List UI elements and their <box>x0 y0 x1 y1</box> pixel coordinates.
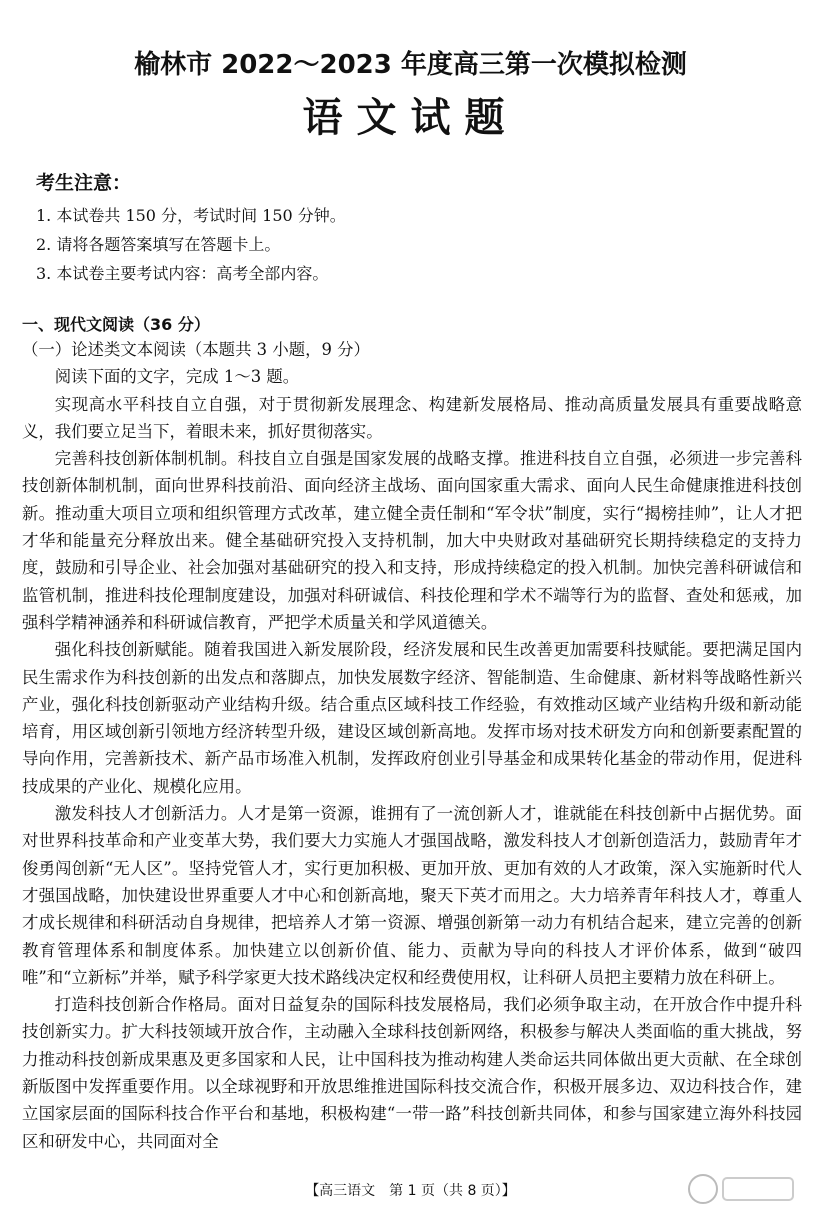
watermark-logo <box>683 1164 803 1214</box>
subject-title: 语文试题 <box>302 95 519 141</box>
reading-passage <box>22 336 802 1155</box>
notes-item: 1. 本试卷共 150 分，考试时间 150 分钟。 <box>36 206 346 225</box>
notes-item: 2. 请将各题答案填写在答题卡上。 <box>36 235 281 254</box>
passage-paragraph: 激发科技人才创新活力。人才是第一资源，谁拥有了一流创新人才，谁就能在科技创新中占据优势。面对世界科技革命和产业变革大势，我们要大力实施人才强国战略，激发科技人才创新创造活力，鼓励青年才俊勇闯创新“无人区”。坚持党管人才，实行更加积极、更加开放、更加有效的人才政策，深入实施新时代人才强国战略，加快建设世界重要人才中心和创新高地，聚天下英才而用之。大力培养青年科技人才，尊重人才成长规律和科研活动自身规律，把培养人才第一资源、增强创新第一动力有机结合起来，建立完善的创新教育管理体系和制度体系。加快建立以创新价值、能力、贡献为导向的科技人才评价体系，做到“破四唯”和“立新标”并举，赋予科学家更大技术路线决定权和经费使用权，让科研人员把主要精力放在科研上。 <box>22 804 802 987</box>
passage-paragraph: 实现高水平科技自立自强，对于贯彻新发展理念、构建新发展格局、推动高质量发展具有重要战略意义，我们要立足当下，着眼未来，抓好贯彻落实。 <box>22 394 802 441</box>
candidate-notes <box>36 168 346 288</box>
notes-heading: 考生注意： <box>36 172 132 194</box>
passage-paragraph: 强化科技创新赋能。随着我国进入新发展阶段，经济发展和民生改善更加需要科技赋能。要把满足国内民生需求作为科技创新的出发点和落脚点，加快发展数字经济、智能制造、生命健康、新材料等战略性新兴产业，强化科技创新驱动产业结构升级。结合重点区域科技工作经验，有效推动区域产业结构升级和新动能培育，用区域创新引领地方经济转型升级，建设区域创新高地。发挥市场对技术研发方向和创新要素配置的导向作用，完善新技术、新产品市场准入机制，发挥政府创业引导基金和成果转化基金的带动作用，促进科技成果的产业化、规模化应用。 <box>22 640 802 796</box>
page-footer: 【高三语文 第 1 页（共 8 页）】 <box>305 1183 516 1199</box>
exam-title: 榆林市 2022～2023 年度高三第一次模拟检测 <box>134 50 687 80</box>
section-subtitle: （一）论述类文本阅读（本题共 3 小题，9 分） <box>22 340 370 359</box>
reading-instruction: 阅读下面的文字，完成 1～3 题。 <box>54 367 300 387</box>
section-title: 一、现代文阅读（36 分） <box>22 315 210 334</box>
notes-item: 3. 本试卷主要考试内容：高考全部内容。 <box>36 264 329 283</box>
passage-paragraph: 打造科技创新合作格局。面对日益复杂的国际科技发展格局，我们必须争取主动，在开放合作中提升科技创新实力。扩大科技领域开放合作，主动融入全球科技创新网络，积极参与解决人类面临的重大挑战，努力推动科技创新成果惠及更多国家和人民，让中国科技为推动构建人类命运共同体做出更大贡献、在全球创新版图中发挥重要作用。以全球视野和开放思维推进国际科技交流合作，积极开展多边、双边科技合作，建立国家层面的国际科技合作平台和基地，积极构建“一带一路”科技创新共同体，和参与国家建立海外科技园区和研发中心，共同面对全 <box>22 995 802 1151</box>
passage-paragraph: 完善科技创新体制机制。科技自立自强是国家发展的战略支撑。推进科技自立自强，必须进一步完善科技创新体制机制，面向世界科技前沿、面向经济主战场、面向国家重大需求、面向人民生命健康推进科技创新。推动重大项目立项和组织管理方式改革，建立健全责任制和“军令状”制度，实行“揭榜挂帅”，让人才把才华和能量充分释放出来。健全基础研究投入支持机制，加大中央财政对基础研究长期持续稳定的支持力度，鼓励和引导企业、社会加强对基础研究的投入和支持，形成持续稳定的投入机制。加快完善科研诚信和监管机制，推进科技伦理制度建设，加强对科研诚信、科技伦理和学术不端等行为的监督、查处和惩戒，加强科学精神涵养和科研诚信教育，严把学术质量关和学风道德关。 <box>22 449 802 632</box>
